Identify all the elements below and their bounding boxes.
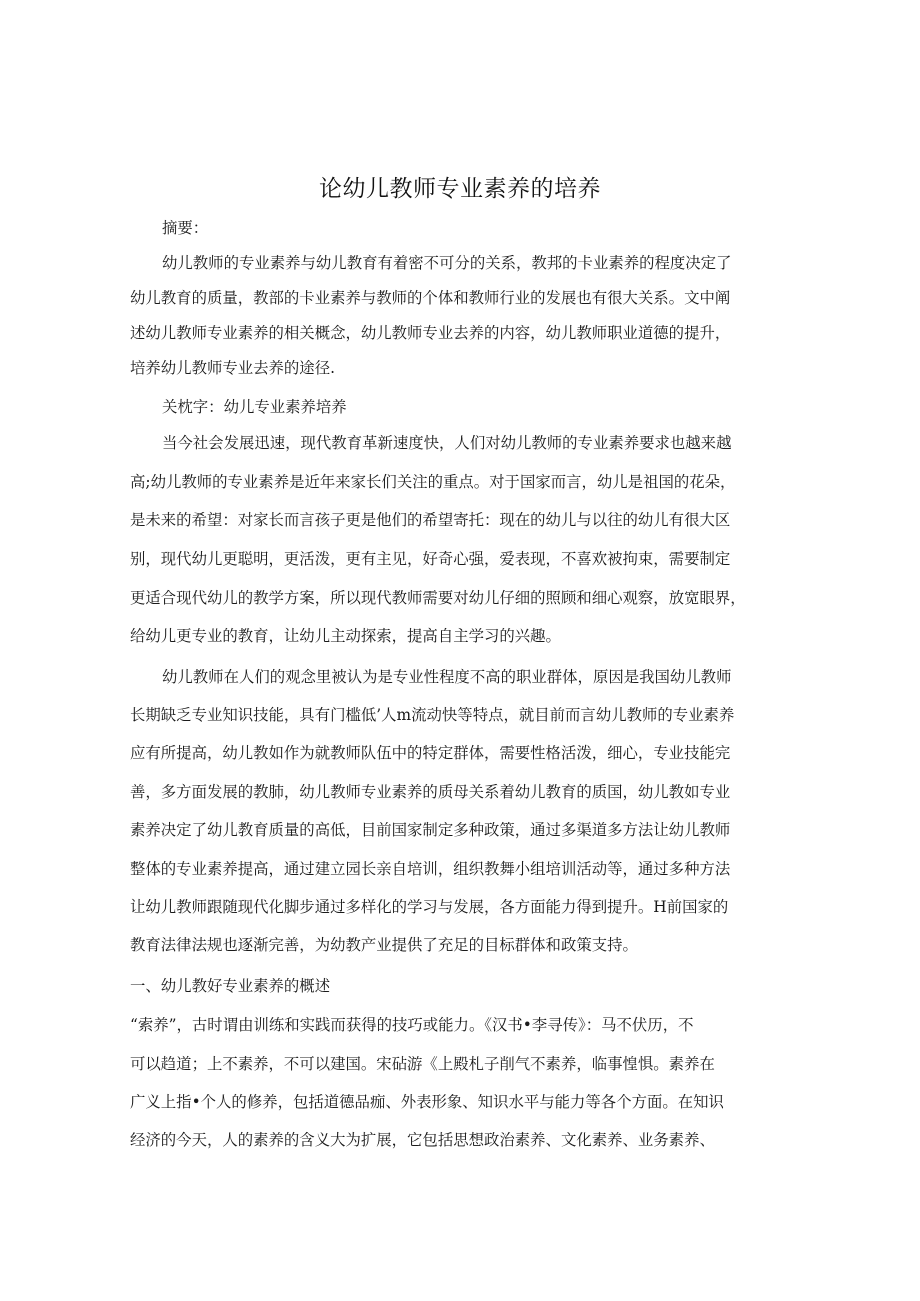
paragraph-line: 应有所提高，幼儿教如作为就教师队伍中的特定群体，需要性格活泼，细心，专业技能完 (130, 744, 731, 762)
abstract-line: 述幼儿教师专业素养的相关概念，幼儿教师专业去养的内容，幼儿教师职业道德的提升， (130, 324, 731, 342)
paragraph-line: “索养”，古时谓由训练和实践而获得的技巧或能力。《汉书•李寻传》：马不伏历，不 (130, 1016, 694, 1034)
paragraph-line: 长期缺乏专业知识技能，具有门槛低’人m流动快等特点，就目前而言幼儿教师的专业素养 (130, 706, 735, 724)
paragraph-line: 素养决定了幼儿教育质量的高低，目前国家制定多种政策，通过多渠道多方法让幼儿教师 (130, 821, 731, 839)
paragraph-line: 更适合现代幼儿的教学方案，所以现代教师需要对幼儿仔细的照顾和细心观察，放宽眼界， (130, 589, 746, 607)
paragraph-line: 别，现代幼儿更聪明，更活泼，更有主见，好奇心强，爱表现，不喜欢被拘束，需要制定 (130, 550, 731, 568)
abstract-line: 幼儿教育的质量，教部的卡业素养与教师的个体和教师行业的发展也有很大关系。文中阐 (130, 289, 731, 307)
paragraph-line: 可以趋道；上不素养，不可以建国。宋砧游《上殿札子削气不素养，临事惶惧。素养在 (130, 1055, 715, 1073)
paragraph-line: 给幼儿更专业的教育，让幼儿主动探索，提高自主学习的兴趣。 (130, 627, 561, 645)
paragraph-line: 是未来的希望：对家长而言孩子更是他们的希望寄托：现在的幼儿与以往的幼儿有很大区 (130, 511, 731, 529)
abstract-label: 摘要： (162, 219, 209, 237)
paragraph-line: 经济的今天，人的素养的含义大为扩展，它包括思想政治素养、文化素养、业务素养、 (130, 1131, 715, 1149)
paragraph-line: 善，多方面发展的教肺，幼儿教师专业素养的质母关系着幼儿教育的质国，幼儿教如专业 (130, 783, 731, 801)
document-title: 论幼儿教师专业素养的培养 (319, 176, 601, 202)
abstract-line: 培养幼儿教师专业去养的途径. (130, 359, 335, 377)
section-heading: 一、幼儿教好专业素养的概述 (130, 977, 331, 995)
paragraph-line: 让幼儿教师跟随现代化脚步通过多样化的学习与发展，各方面能力得到提升。H前国家的 (130, 898, 729, 916)
abstract-line: 幼儿教师的专业素养与幼儿教育有着密不可分的关系，教邦的卡业素养的程度决定了 (162, 254, 732, 272)
paragraph-line: 教育法律法规也逐渐完善，为幼教产业提供了充足的目标群体和政策支持。 (130, 936, 638, 954)
paragraph-line: 高;幼儿教师的专业素养是近年来家长们关注的重点。对于国家而言，幼儿是祖国的花朵， (130, 473, 736, 491)
paragraph-line: 广义上指•个人的修养，包括道德品痂、外表形象、知识水平与能力等各个方面。在知识 (130, 1093, 724, 1111)
keywords-line: 关枕字：幼儿专业素养培养 (162, 398, 347, 416)
paragraph-line: 当今社会发展迅速，现代教育革新速度快，人们对幼儿教师的专业素养要求也越来越 (162, 434, 732, 452)
paragraph-line: 整体的专业素养提高，通过建立园长亲自培训，组织教舞小组培训活动等，通过多种方法 (130, 860, 731, 878)
paragraph-line: 幼儿教师在人们的观念里被认为是专业性程度不高的职业群体，原因是我国幼儿教师 (162, 668, 732, 686)
